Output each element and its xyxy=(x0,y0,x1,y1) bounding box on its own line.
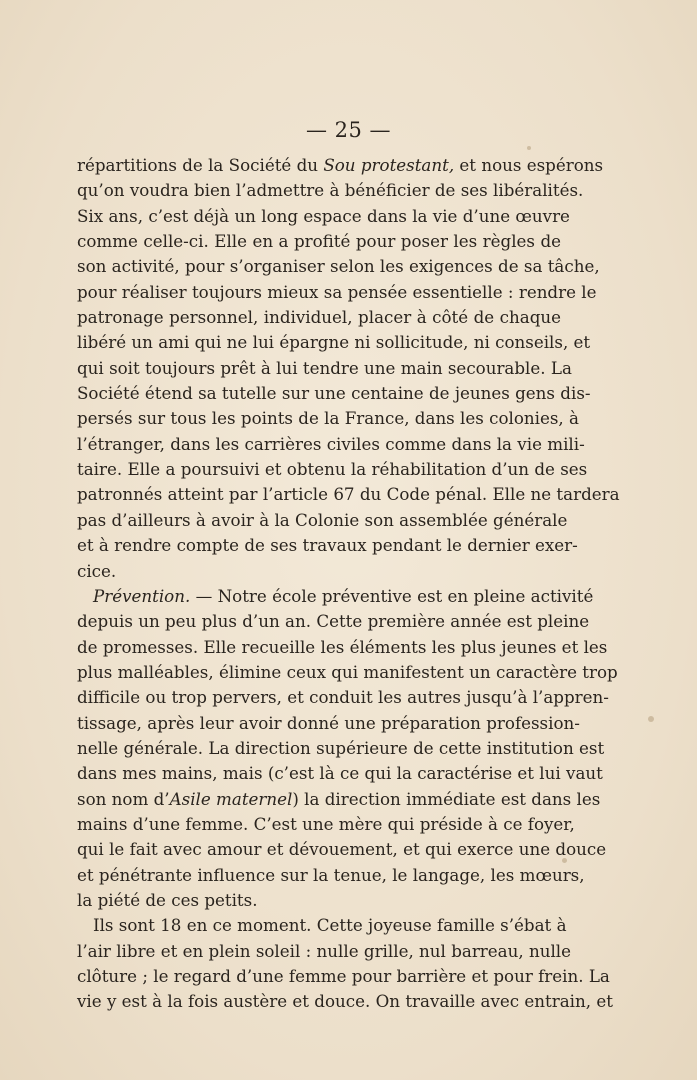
text-run: nelle générale. La direction supérieure de cette institution est xyxy=(77,737,605,758)
text-line xyxy=(77,939,572,964)
text-line xyxy=(77,964,610,989)
italic-text: Asile maternel xyxy=(169,788,293,809)
italic-text: Sou protestant, xyxy=(323,155,455,175)
text-run: persés sur tous les points de la France, dans les colonies, à xyxy=(77,408,579,429)
page-number: — 25 — xyxy=(305,118,392,142)
text-line xyxy=(77,761,603,786)
text-run: taire. Elle a poursuivi et obtenu la réhabilitation d’un de ses xyxy=(77,459,588,480)
text-line xyxy=(77,660,618,685)
text-line xyxy=(77,406,579,431)
text-run: Six ans, c’est déjà un long espace dans la vie d’une œuvre xyxy=(77,205,570,226)
text-line xyxy=(77,989,613,1014)
text-run: tissage, après leur avoir donné une préparation profession- xyxy=(77,712,580,733)
text-run: dans mes mains, mais (c’est là ce qui la caractérise et lui vaut xyxy=(77,763,603,784)
text-run: la piété de ces petits. xyxy=(77,889,258,910)
text-line xyxy=(77,356,572,381)
text-run: de promesses. Elle recueille les éléments les plus jeunes et les xyxy=(77,636,608,657)
text-run: plus malléables, élimine ceux qui manifestent un caractère trop xyxy=(77,661,618,682)
body-text xyxy=(77,153,620,1015)
text-line xyxy=(77,305,561,330)
text-line xyxy=(77,559,561,584)
text-run: qui le fait avec amour et dévouement, et qui exerce une douce xyxy=(77,839,607,860)
text-run: et pénétrante influence sur la tenue, le langage, les mœurs, xyxy=(77,864,585,885)
text-run: et nous espérons xyxy=(454,155,604,175)
text-run: son activité, pour s’organiser selon les exigences de sa tâche, xyxy=(77,256,600,277)
text-run: répartitions de la Société du xyxy=(77,155,324,175)
text-run: pas d’ailleurs à avoir à la Colonie son assemblée générale xyxy=(77,509,568,530)
text-run: mains d’une femme. C’est une mère qui préside à ce foyer, xyxy=(77,813,575,834)
paper-speck xyxy=(648,716,654,722)
text-line xyxy=(77,736,605,761)
text-line xyxy=(77,584,594,609)
text-run: l’air libre et en plein soleil : nulle grille, nul barreau, nulle xyxy=(77,940,572,961)
text-run: qu’on voudra bien l’admettre à bénéficier de ses libéralités. xyxy=(77,180,584,201)
text-line xyxy=(77,609,590,634)
text-line xyxy=(77,685,609,710)
text-line xyxy=(77,635,608,660)
paper-speck xyxy=(562,858,567,863)
text-run: vie y est à la fois austère et douce. On travaille avec entrain, et xyxy=(77,991,613,1012)
paper-speck xyxy=(527,146,531,150)
text-line xyxy=(77,381,591,406)
text-line xyxy=(77,787,601,812)
text-run: cice. xyxy=(77,560,117,581)
text-run: patronage personnel, individuel, placer à côté de chaque xyxy=(77,307,561,328)
text-run: ) la direction immédiate est dans les xyxy=(292,788,601,809)
text-line xyxy=(77,837,607,862)
text-line xyxy=(77,204,570,229)
text-run: comme celle-ci. Elle en a profité pour poser les règles de xyxy=(77,231,561,252)
text-line xyxy=(77,482,620,507)
text-run: son nom d’ xyxy=(77,788,170,809)
text-run: patronnés atteint par l’article 67 du Code pénal. Elle ne tardera xyxy=(77,484,620,505)
text-line xyxy=(77,153,604,178)
text-line xyxy=(77,711,580,736)
text-line xyxy=(77,280,597,305)
text-run: — Notre école préventive est en pleine activité xyxy=(190,585,594,606)
text-run: depuis un peu plus d’un an. Cette première année est pleine xyxy=(77,611,590,632)
text-line xyxy=(77,812,575,837)
text-line xyxy=(77,888,561,913)
text-run: Ils sont 18 en ce moment. Cette joyeuse famille s’ébat à xyxy=(93,915,567,936)
italic-text: Prévention. xyxy=(93,585,191,606)
text-line xyxy=(77,330,591,355)
text-run: difficile ou trop pervers, et conduit les autres jusqu’à l’appren- xyxy=(77,687,609,708)
text-line xyxy=(77,533,578,558)
text-run: Société étend sa tutelle sur une centaine de jeunes gens dis- xyxy=(77,383,591,404)
text-run: l’étranger, dans les carrières civiles comme dans la vie mili- xyxy=(77,433,585,454)
text-line xyxy=(77,229,561,254)
text-line xyxy=(77,178,584,203)
text-run: qui soit toujours prêt à lui tendre une main secourable. La xyxy=(77,357,572,378)
text-line xyxy=(77,254,600,279)
text-run: libéré un ami qui ne lui épargne ni sollicitude, ni conseils, et xyxy=(77,332,591,353)
text-line xyxy=(77,913,567,938)
text-run: et à rendre compte de ses travaux pendant le dernier exer- xyxy=(77,535,578,556)
text-line xyxy=(77,863,585,888)
text-line xyxy=(77,432,585,457)
text-line xyxy=(77,457,588,482)
text-line xyxy=(77,508,568,533)
text-run: pour réaliser toujours mieux sa pensée essentielle : rendre le xyxy=(77,281,597,302)
text-run: clôture ; le regard d’une femme pour barrière et pour frein. La xyxy=(77,966,610,986)
